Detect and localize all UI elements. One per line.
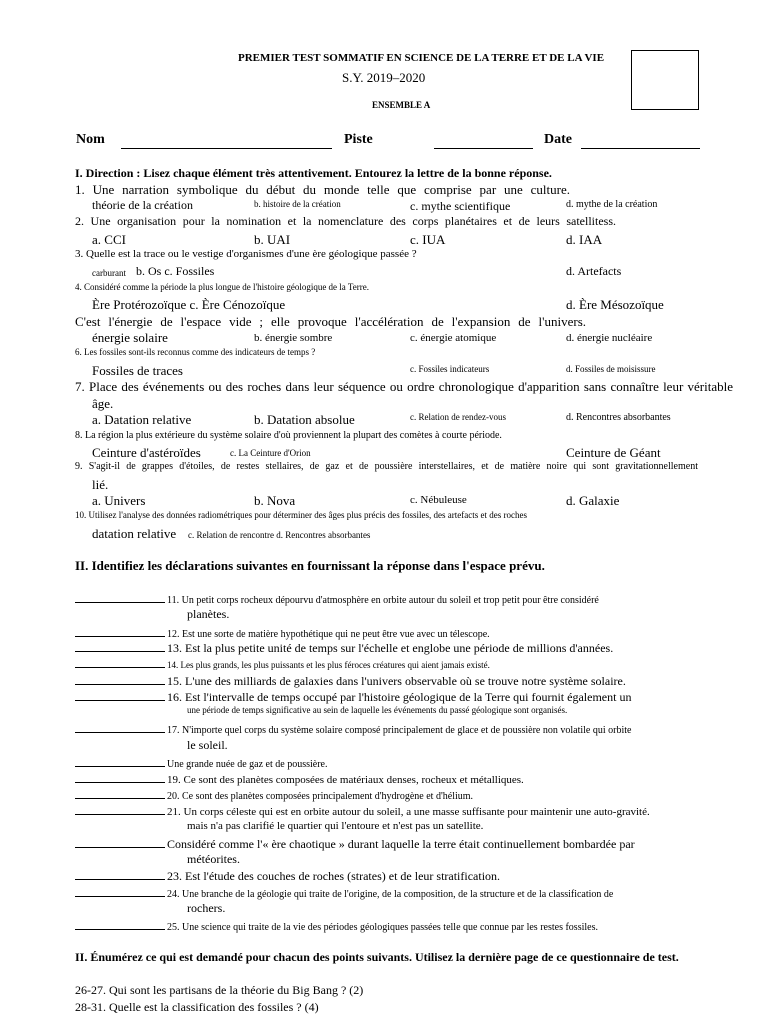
q9-option-d: d. Galaxie (566, 493, 620, 508)
item-21-cont: mais n'a pas clarifié le quartier qui l'entoure et n'est pas un satellite. (187, 820, 484, 832)
answer-blank-17[interactable] (75, 721, 165, 733)
q6-option-a: Fossiles de traces (92, 363, 183, 378)
item-21: 21. Un corps céleste qui est en orbite autour du soleil, a une masse suffisante pour maintenir une auto-gravité. (75, 803, 650, 818)
q1-option-d: d. mythe de la création (566, 199, 658, 210)
answer-blank-12[interactable] (75, 625, 165, 637)
q5-stem: C'est l'énergie de l'espace vide ; elle provoque l'accélération de l'expansion de l'univers. (75, 314, 586, 329)
item-18: Une grande nuée de gaz et de poussière. (75, 755, 327, 770)
q5-option-d: d. énergie nucléaire (566, 332, 653, 344)
q6-stem: 6. Les fossiles sont-ils reconnus comme des indicateurs de temps ? (75, 347, 316, 357)
answer-blank-19[interactable] (75, 771, 165, 783)
answer-blank-21[interactable] (75, 803, 165, 815)
item-22-cont: météorites. (187, 852, 240, 866)
item-14: 14. Les plus grands, les plus puissants et les plus féroces créatures qui aient jamais existé. (75, 656, 490, 670)
answer-blank-20[interactable] (75, 787, 165, 799)
item-25: 25. Une science qui traite de la vie des périodes géologiques passées telle que connue par les restes fossiles. (75, 918, 598, 933)
track-line (434, 148, 533, 149)
name-line (121, 148, 332, 149)
item-23: 23. Est l'étude des couches de roches (strates) et de leur stratification. (75, 868, 500, 884)
item-17-cont: le soleil. (187, 738, 228, 752)
q1-option-b: b. histoire de la création (254, 199, 341, 209)
answer-blank-16[interactable] (75, 689, 165, 701)
q5-option-c: c. énergie atomique (410, 332, 497, 344)
item-19: 19. Ce sont des planètes composées de matériaux denses, rocheux et métalliques. (75, 771, 524, 786)
q6-option-c: c. Fossiles indicateurs (410, 364, 490, 374)
item-16: 16. Est l'intervalle de temps occupé par l'histoire géologique de la Terre qui fournit également un (75, 689, 631, 705)
answer-blank-15[interactable] (75, 673, 165, 685)
q10-option-cd: c. Relation de rencontre d. Rencontres absorbantes (188, 530, 371, 540)
item-13: 13. Est la plus petite unité de temps sur l'échelle et englobe une période de millions d'années. (75, 640, 613, 656)
part3-title: II. Énumérez ce qui est demandé pour chacun des points suivants. Utilisez la dernière page de ce questionnaire de test. (75, 950, 679, 964)
part2-title: II. Identifiez les déclarations suivantes en fournissant la réponse dans l'espace prévu. (75, 558, 545, 573)
item-17: 17. N'importe quel corps du système solaire composé principalement de glace et de poussière non volatile qui orbite (75, 721, 631, 736)
enum-question-2: 28-31. Quelle est la classification des fossiles ? (4) (75, 1000, 319, 1014)
q6-option-d: d. Fossiles de moisissure (566, 364, 656, 374)
q2-stem: 2. Une organisation pour la nomination et la nomenclature des corps planétaires et de leurs satellitess. (75, 214, 616, 228)
q3-option-a: carburant (92, 268, 126, 278)
q8-option-c: c. La Ceinture d'Orion (230, 448, 311, 458)
q4-option-d: d. Ère Mésozoïque (566, 297, 664, 312)
q1-option-a: théorie de la création (92, 198, 193, 212)
set-label: ENSEMBLE A (372, 100, 431, 110)
q5-option-b: b. énergie sombre (254, 332, 333, 344)
q9-option-c: c. Nébuleuse (410, 494, 467, 506)
q3-option-bc: b. Os c. Fossiles (136, 264, 215, 278)
item-15: 15. L'une des milliards de galaxies dans l'univers observable où se trouve notre système solaire. (75, 673, 626, 689)
q2-option-c: c. IUA (410, 232, 446, 247)
q1-stem: 1. Une narration symbolique du début du monde telle que comprise par une culture. (75, 182, 570, 197)
item-16-cont: une période de temps significative au sein de laquelle les événements du passé géologique sont organisés. (187, 705, 568, 715)
q7-option-c: c. Relation de rendez-vous (410, 412, 506, 422)
enum-question-1: 26-27. Qui sont les partisans de la théorie du Big Bang ? (2) (75, 983, 364, 997)
item-11-cont: planètes. (187, 607, 230, 621)
school-year: S.Y. 2019–2020 (342, 70, 426, 85)
item-20: 20. Ce sont des planètes composées principalement d'hydrogène et d'hélium. (75, 787, 473, 802)
q2-option-b: b. UAI (254, 232, 291, 247)
q9-stem: 9. S'agit-il de grappes d'étoiles, de restes stellaires, de gaz et de poussière interstellaires, et de matière noire qui sont gravitationnellement (75, 461, 698, 472)
q10-option-a: datation relative (92, 526, 177, 541)
q9-option-b: b. Nova (254, 493, 296, 508)
q10-stem: 10. Utilisez l'analyse des données radiométriques pour déterminer des âges plus précis des fossiles, des artefacts et des roches (75, 510, 527, 520)
q7-option-b: b. Datation absolue (254, 412, 355, 427)
q3-stem: 3. Quelle est la trace ou le vestige d'organismes d'une ère géologique passée ? (75, 248, 417, 260)
q8-option-d: Ceinture de Géant (566, 445, 661, 460)
answer-blank-13[interactable] (75, 640, 165, 652)
q8-option-a: Ceinture d'astéroïdes (92, 445, 201, 460)
item-11: 11. Un petit corps rocheux dépourvu d'atmosphère en orbite autour du soleil et trop petit pour être considéré (75, 591, 599, 606)
answer-blank-23[interactable] (75, 868, 165, 880)
item-12: 12. Est une sorte de matière hypothétique qui ne peut être vue avec un télescope. (75, 625, 490, 640)
q4-stem: 4. Considéré comme la période la plus longue de l'histoire géologique de la Terre. (75, 282, 369, 292)
q2-option-a: a. CCI (92, 232, 126, 247)
document-title: PREMIER TEST SOMMATIF EN SCIENCE DE LA TERRE ET DE LA VIE (238, 52, 605, 64)
answer-blank-22[interactable] (75, 836, 165, 848)
q7-stem: 7. Place des événements ou des roches dans leur séquence ou ordre chronologique d'apparition sans connaître leur véritable (75, 379, 733, 394)
q7-option-d: d. Rencontres absorbantes (566, 412, 671, 423)
q5-option-a: énergie solaire (92, 330, 168, 345)
item-24: 24. Une branche de la géologie qui traite de l'origine, de la composition, de la structure et de la classification de (75, 885, 613, 900)
q8-stem: 8. La région la plus extérieure du système solaire d'où proviennent la plupart des comètes à courte période. (75, 430, 502, 441)
date-label: Date (544, 132, 572, 147)
q7-stem-cont: âge. (92, 396, 114, 411)
part1-direction: I. Direction : Lisez chaque élément très attentivement. Entourez la lettre de la bonne réponse. (75, 166, 552, 180)
answer-blank-11[interactable] (75, 591, 165, 603)
q2-option-d: d. IAA (566, 232, 603, 247)
q7-option-a: a. Datation relative (92, 412, 192, 427)
answer-blank-25[interactable] (75, 918, 165, 930)
answer-blank-24[interactable] (75, 885, 165, 897)
name-label: Nom (76, 132, 105, 147)
q3-option-d: d. Artefacts (566, 264, 622, 278)
q4-option-abc: Ère Protérozoïque c. Ère Cénozoïque (92, 297, 286, 312)
q9-option-a: a. Univers (92, 493, 146, 508)
q9-stem-cont: lié. (92, 477, 109, 492)
answer-blank-14[interactable] (75, 656, 165, 668)
date-line (581, 148, 700, 149)
score-box (631, 50, 699, 110)
answer-blank-18[interactable] (75, 755, 165, 767)
track-label: Piste (344, 132, 373, 147)
q1-option-c: c. mythe scientifique (410, 199, 511, 213)
item-24-cont: rochers. (187, 901, 226, 915)
item-22: Considéré comme l'« ère chaotique » durant laquelle la terre était continuellement bombardée par (75, 836, 635, 852)
